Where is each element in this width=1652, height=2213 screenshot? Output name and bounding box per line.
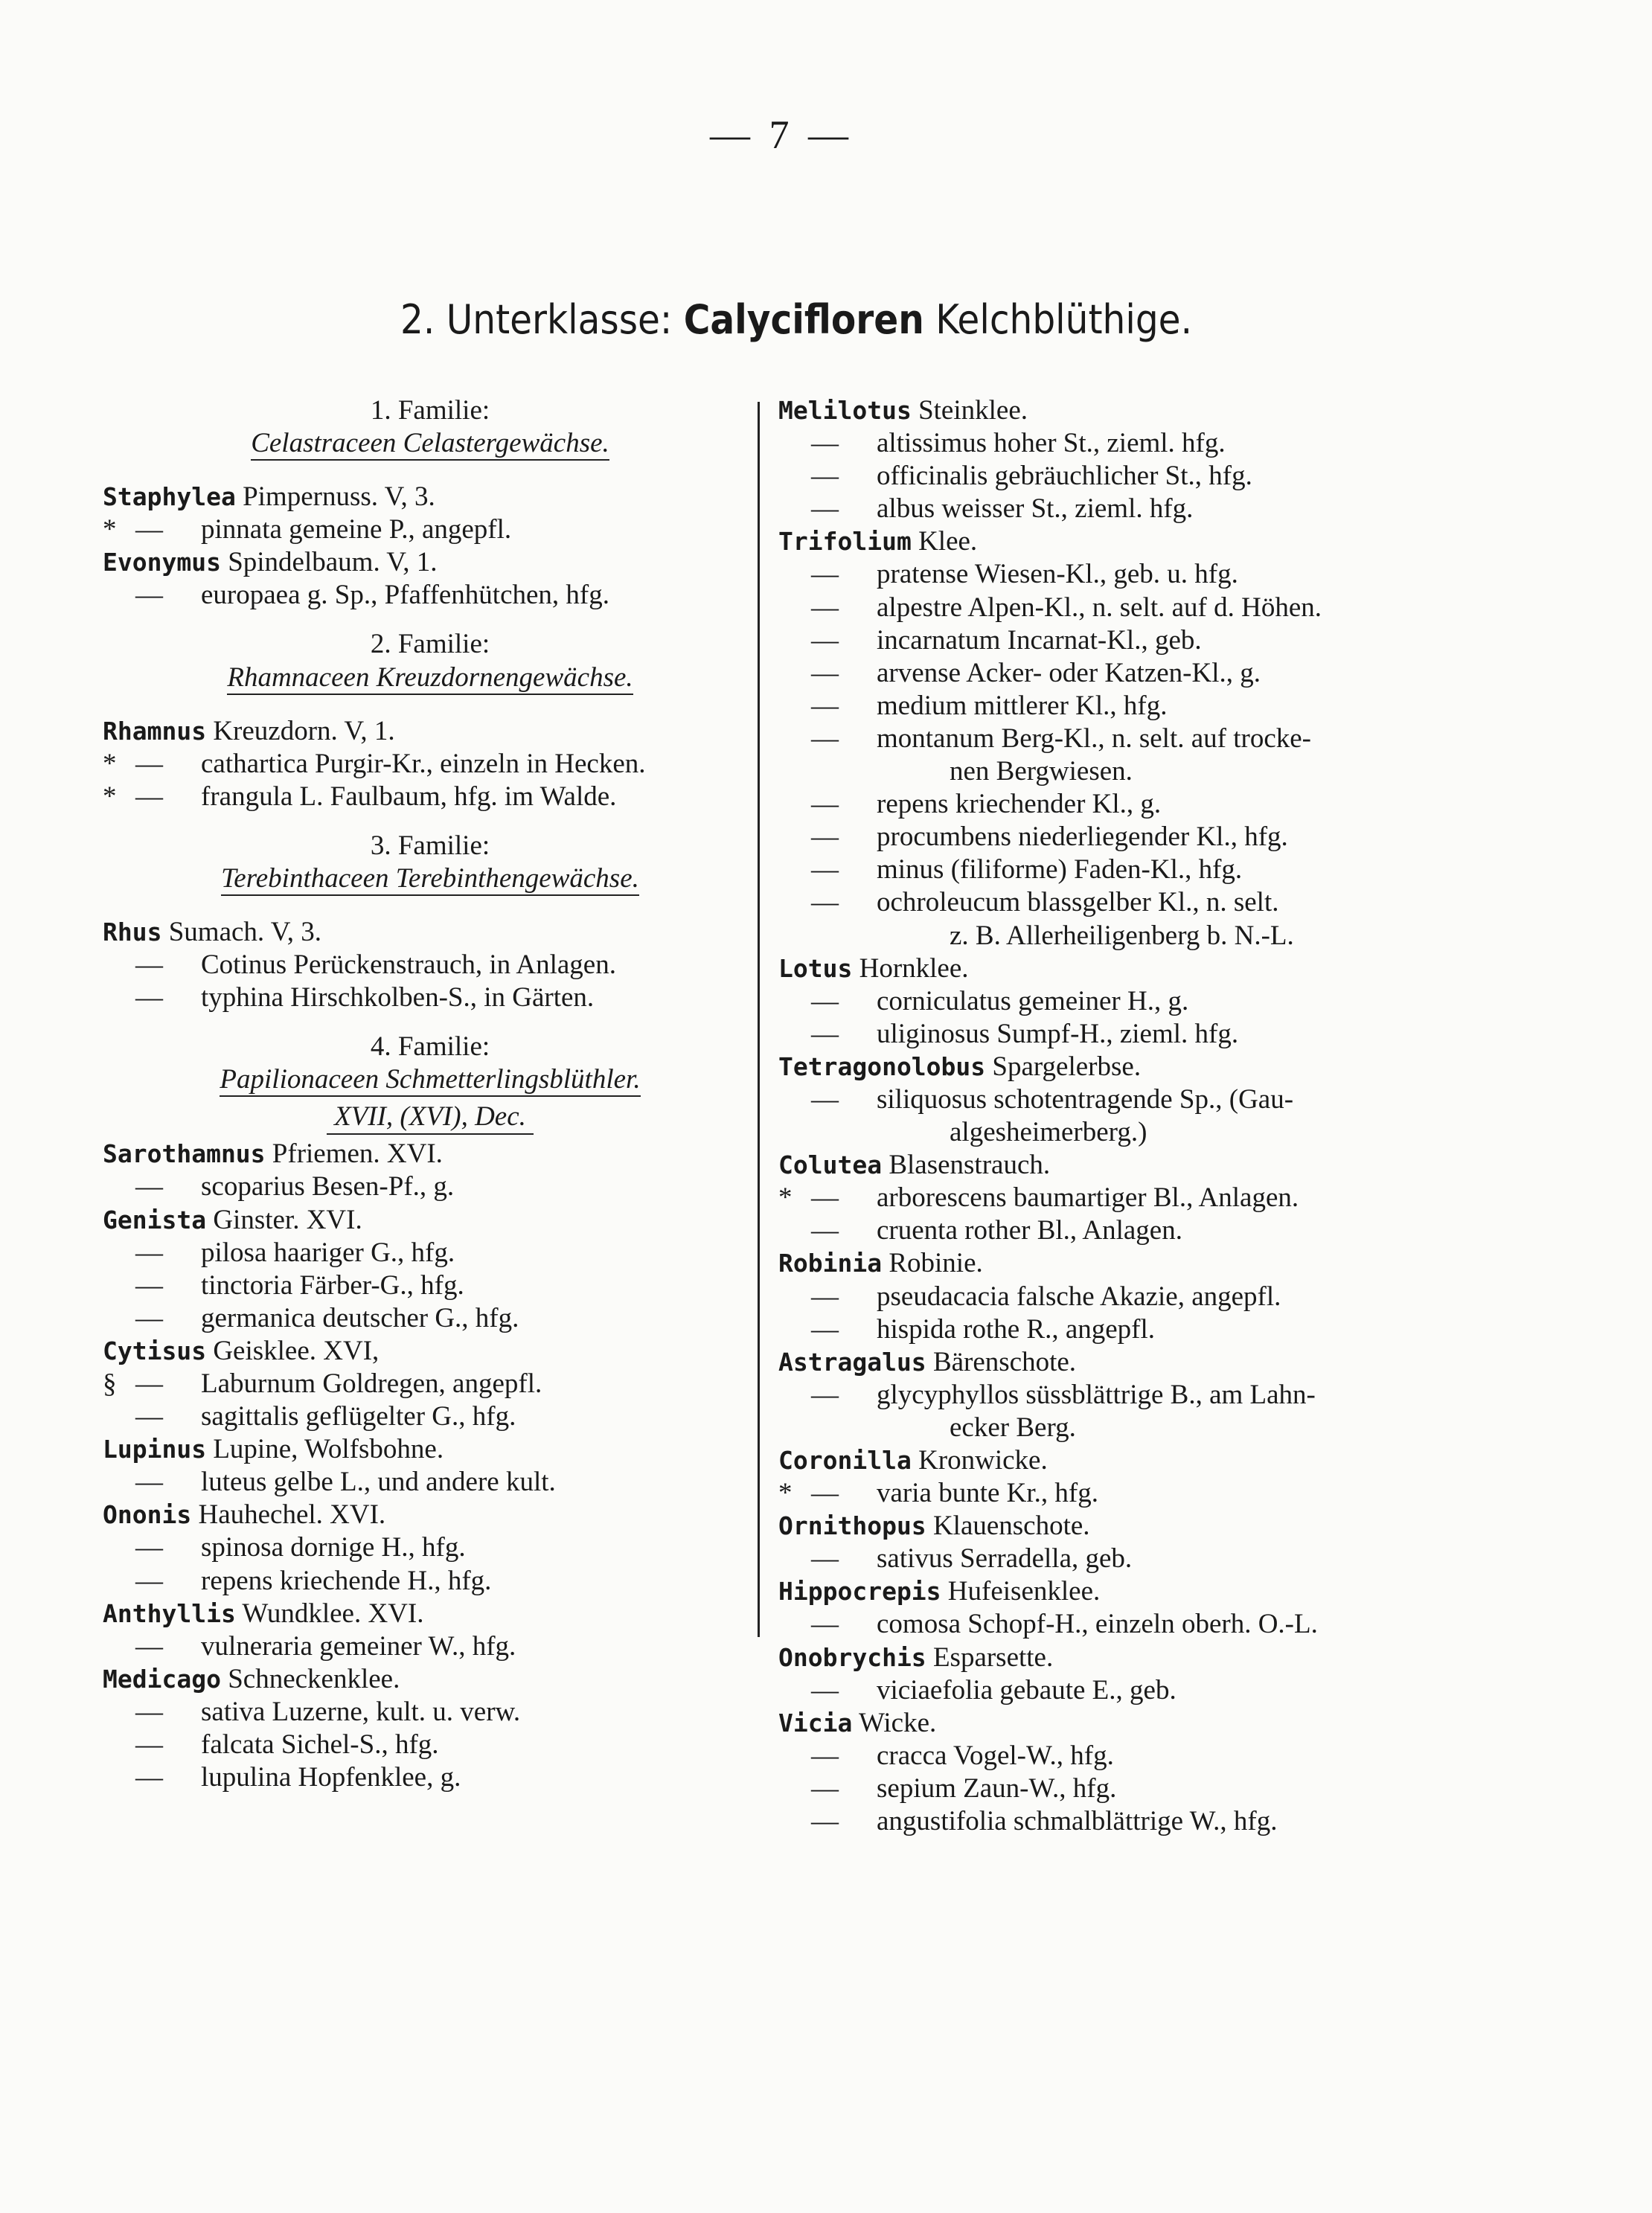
species-entry: — hispida rothe R., angepfl. xyxy=(811,1313,1156,1345)
genus-entry: Lotus Hornklee. xyxy=(778,952,969,984)
species-entry: — altissimus hoher St., zieml. hfg. xyxy=(811,428,1226,459)
species-entry: — procumbens niederliegender Kl., hfg. xyxy=(811,822,1288,853)
genus-entry: Trifolium Klee. xyxy=(778,526,978,557)
species-entry: * — cathartica Purgir-Kr., einzeln in Hecken. xyxy=(103,748,646,779)
species-entry: * — frangula L. Faulbaum, hfg. im Walde. xyxy=(103,781,617,812)
genus-entry: Ornithopus Klauenschote. xyxy=(778,1511,1090,1542)
family-name: Rhamnaceen Kreuzdornengewächse. xyxy=(103,662,758,699)
species-entry: — corniculatus gemeiner H., g. xyxy=(811,985,1189,1016)
genus-entry: Astragalus Bärenschote. xyxy=(778,1346,1077,1377)
species-entry: — cruenta rother Bl., Anlagen. xyxy=(811,1215,1182,1246)
species-entry: — montanum Berg-Kl., n. selt. auf trocke- xyxy=(811,723,1311,754)
species-entry: — europaea g. Sp., Pfaffenhütchen, hfg. xyxy=(135,580,610,611)
species-entry: — incarnatum Incarnat-Kl., geb. xyxy=(811,624,1202,656)
genus-entry: Medicago Schneckenklee. xyxy=(103,1663,400,1694)
genus-entry: Tetragonolobus Spargelerbse. xyxy=(778,1051,1142,1082)
genus-entry: Anthyllis Wundklee. XVI. xyxy=(103,1598,424,1629)
species-entry: — cracca Vogel-W., hfg. xyxy=(811,1740,1114,1771)
species-entry: — arvense Acker- oder Katzen-Kl., g. xyxy=(811,657,1261,688)
species-continuation: ecker Berg. xyxy=(950,1412,1076,1443)
genus-entry: Onobrychis Esparsette. xyxy=(778,1642,1054,1673)
column-divider xyxy=(758,402,760,1637)
species-entry: — typhina Hirschkolben-S., in Gärten. xyxy=(135,982,595,1013)
genus-entry: Genista Ginster. XVI. xyxy=(103,1204,362,1235)
species-entry: — ochroleucum blassgelber Kl., n. selt. xyxy=(811,887,1279,918)
species-entry: — pratense Wiesen-Kl., geb. u. hfg. xyxy=(811,559,1238,590)
species-entry: — glycyphyllos süssblättrige B., am Lahn- xyxy=(811,1379,1316,1410)
class-designation: XVII, (XVI), Dec. xyxy=(103,1101,758,1138)
genus-entry: Ononis Hauhechel. XVI. xyxy=(103,1499,386,1531)
species-entry: — uliginosus Sumpf-H., zieml. hfg. xyxy=(811,1018,1239,1049)
species-entry: — repens kriechender Kl., g. xyxy=(811,789,1162,820)
heading-latin: Calycifloren xyxy=(683,296,924,343)
genus-entry: Sarothamnus Pfriemen. XVI. xyxy=(103,1138,443,1170)
species-entry: — sagittalis geflügelter G., hfg. xyxy=(135,1401,516,1432)
species-continuation: z. B. Allerheiligenberg b. N.-L. xyxy=(950,920,1294,951)
species-entry: — viciaefolia gebaute E., geb. xyxy=(811,1674,1176,1706)
species-entry: — spinosa dornige H., hfg. xyxy=(135,1532,466,1563)
genus-entry: Vicia Wicke. xyxy=(778,1707,937,1738)
species-entry: — lupulina Hopfenklee, g. xyxy=(135,1762,461,1793)
species-entry: * — arborescens baumartiger Bl., Anlagen. xyxy=(778,1182,1299,1214)
species-entry: — pilosa haariger G., hfg. xyxy=(135,1237,455,1268)
species-continuation: algesheimerberg.) xyxy=(950,1117,1147,1148)
genus-entry: Rhamnus Kreuzdorn. V, 1. xyxy=(103,715,395,746)
species-entry: — scoparius Besen-Pf., g. xyxy=(135,1171,455,1202)
genus-entry: Colutea Blasenstrauch. xyxy=(778,1150,1051,1181)
species-entry: — repens kriechende H., hfg. xyxy=(135,1565,492,1596)
page-number: — 7 — xyxy=(710,112,853,157)
species-entry: — minus (filiforme) Faden-Kl., hfg. xyxy=(811,854,1243,885)
heading-prefix: 2. Unterklasse: xyxy=(400,296,673,343)
species-entry: — albus weisser St., zieml. hfg. xyxy=(811,493,1194,525)
family-number: 4. Familie: xyxy=(370,1031,490,1063)
family-name: Celastraceen Celastergewächse. xyxy=(103,427,758,464)
species-entry: — sativus Serradella, geb. xyxy=(811,1543,1133,1575)
genus-entry: Hippocrepis Hufeisenklee. xyxy=(778,1576,1101,1607)
species-entry: — medium mittlerer Kl., hfg. xyxy=(811,690,1168,721)
species-entry: — vulneraria gemeiner W., hfg. xyxy=(135,1630,516,1662)
species-entry: — alpestre Alpen-Kl., n. selt. auf d. Höhen. xyxy=(811,592,1322,623)
species-entry: § — Laburnum Goldregen, angepfl. xyxy=(103,1368,542,1399)
family-number: 2. Familie: xyxy=(370,629,490,660)
family-number: 3. Familie: xyxy=(370,830,490,861)
family-number: 1. Familie: xyxy=(370,395,490,426)
species-entry: — luteus gelbe L., und andere kult. xyxy=(135,1467,556,1498)
genus-entry: Evonymus Spindelbaum. V, 1. xyxy=(103,547,438,578)
family-name: Papilionaceen Schmetterlingsblüthler. xyxy=(103,1063,758,1101)
left-column xyxy=(103,394,758,1794)
right-column xyxy=(778,394,1552,1838)
species-entry: — Cotinus Perückenstrauch, in Anlagen. xyxy=(135,949,616,981)
genus-entry: Lupinus Lupine, Wolfsbohne. xyxy=(103,1434,444,1465)
species-entry: — officinalis gebräuchlicher St., hfg. xyxy=(811,461,1252,492)
family-name: Terebinthaceen Terebinthengewächse. xyxy=(103,862,758,900)
genus-entry: Staphylea Pimpernuss. V, 3. xyxy=(103,481,435,513)
species-entry: — angustifolia schmalblättrige W., hfg. xyxy=(811,1806,1278,1837)
species-entry: — sepium Zaun-W., hfg. xyxy=(811,1772,1117,1804)
species-entry: * — pinnata gemeine P., angepfl. xyxy=(103,514,512,545)
species-entry: — pseudacacia falsche Akazie, angepfl. xyxy=(811,1281,1281,1312)
genus-entry: Coronilla Kronwicke. xyxy=(778,1445,1048,1476)
genus-entry: Rhus Sumach. V, 3. xyxy=(103,916,321,947)
species-entry: — siliquosus schotentragende Sp., (Gau- xyxy=(811,1083,1294,1115)
genus-entry: Melilotus Steinklee. xyxy=(778,395,1028,426)
species-continuation: nen Bergwiesen. xyxy=(950,756,1133,787)
heading-german: Kelchblüthige. xyxy=(935,296,1192,343)
species-entry: — germanica deutscher G., hfg. xyxy=(135,1302,519,1333)
species-entry: * — varia bunte Kr., hfg. xyxy=(778,1478,1098,1509)
section-heading xyxy=(357,296,1235,343)
genus-entry: Cytisus Geisklee. XVI, xyxy=(103,1335,380,1366)
genus-entry: Robinia Robinie. xyxy=(778,1248,983,1279)
species-entry: — comosa Schopf-H., einzeln oberh. O.-L. xyxy=(811,1609,1318,1640)
species-entry: — falcata Sichel-S., hfg. xyxy=(135,1729,439,1760)
species-entry: — sativa Luzerne, kult. u. verw. xyxy=(135,1696,521,1727)
species-entry: — tinctoria Färber-G., hfg. xyxy=(135,1269,464,1301)
